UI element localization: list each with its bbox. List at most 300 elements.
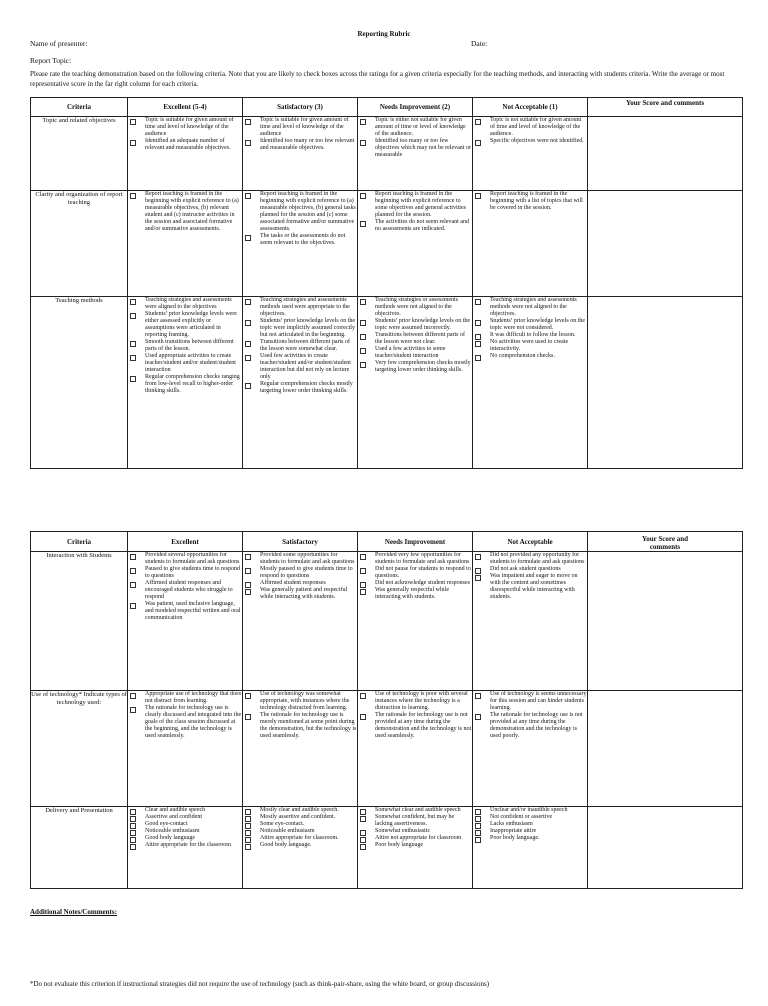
checkbox[interactable] bbox=[245, 140, 251, 146]
rubric-option bbox=[243, 842, 357, 849]
checkbox[interactable] bbox=[245, 589, 251, 595]
option-text: Teaching strategies and assessments methods were not aligned to the objectives. bbox=[490, 297, 577, 317]
rubric-option bbox=[243, 587, 357, 601]
option-text: Not confident or assertive bbox=[490, 814, 553, 820]
option-text: Report teaching is framed in the beginning with explicit reference to some objectives and general activities planned for the session. bbox=[375, 191, 466, 218]
option-text: Unclear and/or inaudible speech bbox=[490, 807, 568, 813]
rubric-option bbox=[358, 691, 472, 712]
checkbox[interactable] bbox=[475, 140, 481, 146]
checkbox[interactable] bbox=[130, 376, 136, 382]
checkbox[interactable] bbox=[360, 320, 366, 326]
checkbox[interactable] bbox=[245, 693, 251, 699]
rubric-option bbox=[243, 297, 357, 318]
option-text: Somewhat enthusiastic bbox=[375, 828, 431, 834]
option-text: Poor body language bbox=[375, 842, 423, 848]
rubric-option bbox=[243, 712, 357, 740]
rubric-option bbox=[243, 552, 357, 566]
option-text: Noticeable enthusiasm bbox=[260, 828, 315, 834]
rubric-option bbox=[358, 332, 472, 346]
checkbox-list bbox=[243, 117, 357, 152]
checkbox[interactable] bbox=[360, 221, 366, 227]
option-text: Did not ask student questions bbox=[490, 566, 561, 572]
presenter-name-label: Name of presenter: bbox=[30, 39, 88, 48]
rubric-option bbox=[243, 117, 357, 138]
rubric-option bbox=[358, 360, 472, 374]
checkbox-list bbox=[358, 297, 472, 374]
rubric-option bbox=[243, 835, 357, 842]
checkbox[interactable] bbox=[475, 837, 481, 843]
checkbox[interactable] bbox=[245, 714, 251, 720]
checkbox-list bbox=[473, 807, 587, 842]
rubric-option bbox=[243, 580, 357, 587]
rubric-option bbox=[128, 705, 242, 740]
rubric-option bbox=[128, 807, 242, 814]
rating-cell bbox=[473, 807, 588, 889]
option-text: Attire appropriate for the classroom bbox=[145, 842, 231, 848]
rubric-option bbox=[473, 566, 587, 573]
option-text: The rationale for technology use is not provided at any time during the demonstration and the technology is used poorly. bbox=[490, 712, 583, 739]
checkbox[interactable] bbox=[130, 313, 136, 319]
checkbox-list bbox=[473, 691, 587, 740]
page-title: Reporting Rubric bbox=[357, 30, 411, 38]
option-text: It was difficult to follow the lesson. bbox=[490, 332, 576, 338]
option-text: Identified too many or too few relevant and measurable objectives. bbox=[260, 138, 355, 151]
rubric-table-2 bbox=[30, 531, 743, 889]
rubric-option bbox=[243, 318, 357, 339]
rubric-row bbox=[31, 117, 743, 191]
header-satisfactory: Satisfactory (3) bbox=[243, 98, 358, 117]
criteria-label: Delivery and Presentation bbox=[31, 807, 128, 889]
option-text: The rationale for technology use is clearly discussed and integrated into the goals of the class session discussed at the beginning, and the technology is used seamlessly. bbox=[145, 705, 242, 739]
option-text: Report teaching is framed in the beginning with explicit reference to (a) measurable objectives, (b) general tasks planned for the session and (c) some associated formative and/or summative assessments. bbox=[260, 191, 356, 232]
option-text: Transitions between different parts of the lesson were somewhat clear. bbox=[260, 339, 350, 352]
rubric-option bbox=[243, 807, 357, 814]
header-criteria: Criteria bbox=[31, 98, 128, 117]
checkbox[interactable] bbox=[475, 320, 481, 326]
option-text: Students’ prior knowledge levels on the topic were not considered. bbox=[490, 318, 586, 331]
option-text: Provided several opportunities for students to formulate and ask questions bbox=[145, 552, 240, 565]
option-text: Good body language bbox=[145, 835, 195, 841]
option-text: Students’ prior knowledge levels on the topic were implicitly assumed correctly but not articulated in the beginning. bbox=[260, 318, 356, 338]
checkbox[interactable] bbox=[475, 119, 481, 125]
rubric-option bbox=[128, 566, 242, 580]
rubric-option bbox=[243, 566, 357, 580]
header-excellent: Excellent bbox=[128, 532, 243, 552]
score-comment-field[interactable] bbox=[588, 807, 743, 889]
rubric-option bbox=[473, 332, 587, 339]
rubric-option bbox=[358, 138, 472, 159]
option-text: The rationale for technology use is not provided at any time during the demonstration and the technology is not used seamlessly. bbox=[375, 712, 472, 739]
checkbox-list bbox=[128, 552, 242, 622]
rating-cell bbox=[243, 191, 358, 297]
rubric-row bbox=[31, 191, 743, 297]
rubric-option bbox=[473, 353, 587, 360]
checkbox[interactable] bbox=[360, 119, 366, 125]
rating-cell bbox=[128, 552, 243, 691]
checkbox[interactable] bbox=[130, 844, 136, 850]
option-text: Use of technology is seems unnecessary for this session and can hinder students learning. bbox=[490, 691, 587, 711]
option-text: Students’ prior knowledge levels on the topic were assumed incorrectly. bbox=[375, 318, 471, 331]
checkbox-list bbox=[128, 691, 242, 740]
checkbox-list bbox=[128, 117, 242, 152]
checkbox[interactable] bbox=[360, 844, 366, 850]
option-text: Used appropriate activities to create teacher/student and/or student/student interaction bbox=[145, 353, 236, 373]
rating-cell bbox=[473, 191, 588, 297]
rubric-row bbox=[31, 807, 743, 889]
rubric-option bbox=[128, 821, 242, 828]
rubric-option bbox=[128, 339, 242, 353]
rubric-option bbox=[358, 807, 472, 814]
checkbox[interactable] bbox=[245, 568, 251, 574]
additional-notes-label: Additional Notes/Comments: bbox=[30, 908, 117, 916]
checkbox[interactable] bbox=[360, 193, 366, 199]
option-text: Affirmed student responses and encouraged students who struggle to respond bbox=[145, 580, 233, 600]
rubric-row bbox=[31, 691, 743, 807]
rating-cell bbox=[358, 552, 473, 691]
checkbox[interactable] bbox=[245, 119, 251, 125]
option-text: Good body language. bbox=[260, 842, 312, 848]
rating-cell bbox=[473, 297, 588, 469]
option-text: Smooth transitions between different parts of the lesson. bbox=[145, 339, 234, 352]
header-satisfactory: Satisfactory bbox=[243, 532, 358, 552]
checkbox-list bbox=[128, 297, 242, 395]
score-comment-field[interactable] bbox=[588, 691, 743, 807]
rating-cell bbox=[358, 691, 473, 807]
rubric-option bbox=[243, 353, 357, 381]
rating-cell bbox=[128, 117, 243, 191]
checkbox[interactable] bbox=[475, 554, 481, 560]
checkbox[interactable] bbox=[360, 589, 366, 595]
header-score-comments: Your Score and comments bbox=[588, 532, 743, 552]
checkbox[interactable] bbox=[130, 603, 136, 609]
checkbox[interactable] bbox=[475, 355, 481, 361]
option-text: Identified too many or too few objectives which may not be relevant or measurable bbox=[375, 138, 471, 158]
option-text: Specific objectives were not identified. bbox=[490, 138, 584, 144]
rubric-option bbox=[243, 814, 357, 821]
rating-cell bbox=[128, 807, 243, 889]
criteria-label: Clarity and organization of report teaching bbox=[31, 191, 128, 297]
option-text: Mostly paused to give students time to respond to questions bbox=[260, 566, 353, 579]
option-text: Was impatient and eager to move on with the content and sometimes disrespectful while interacting with students. bbox=[490, 573, 578, 600]
option-text: No comprehension checks. bbox=[490, 353, 555, 359]
checkbox[interactable] bbox=[245, 383, 251, 389]
option-text: Was patient, used inclusive language, and modeled respectful written and oral communication bbox=[145, 601, 241, 621]
rubric-option bbox=[128, 353, 242, 374]
rubric-option bbox=[473, 297, 587, 318]
checkbox[interactable] bbox=[130, 554, 136, 560]
option-text: Assertive and confident bbox=[145, 814, 202, 820]
option-text: Did not acknowledge student responses bbox=[375, 580, 470, 586]
option-text: Regular comprehension checks mostly targeting lower order thinking skills. bbox=[260, 381, 353, 394]
rubric-option bbox=[473, 691, 587, 712]
rubric-option bbox=[358, 566, 472, 580]
checkbox[interactable] bbox=[360, 299, 366, 305]
option-text: Paused to give students time to respond to questions bbox=[145, 566, 240, 579]
option-text: Used few activities to create teacher/student and/or student/student interaction but did not rely on lecture only bbox=[260, 353, 351, 380]
checkbox-list bbox=[473, 191, 587, 212]
checkbox[interactable] bbox=[130, 119, 136, 125]
rubric-option bbox=[473, 117, 587, 138]
checkbox-list bbox=[128, 807, 242, 849]
rubric-option bbox=[358, 552, 472, 566]
rubric-option bbox=[358, 297, 472, 318]
option-text: Identified an adequate number of relevant and measurable objectives. bbox=[145, 138, 231, 151]
criteria-label: Use of technology* Indicate types of technology used: bbox=[31, 691, 128, 807]
option-text: Mostly assertive and confident. bbox=[260, 814, 336, 820]
checkbox-list bbox=[243, 297, 357, 395]
rubric-option bbox=[128, 691, 242, 705]
rubric-option bbox=[243, 339, 357, 353]
option-text: Mostly clear and audible speech. bbox=[260, 807, 339, 813]
rubric-option bbox=[243, 381, 357, 395]
rubric-option bbox=[243, 233, 357, 247]
header-needs-improvement: Needs Improvement (2) bbox=[358, 98, 473, 117]
rubric-option bbox=[243, 828, 357, 835]
header-needs-improvement: Needs Improvement bbox=[358, 532, 473, 552]
checkbox[interactable] bbox=[475, 341, 481, 347]
date-label: Date: bbox=[471, 39, 488, 48]
score-comment-field[interactable] bbox=[588, 552, 743, 691]
option-text: Provided very few opportunities for students to formulate and ask questions bbox=[375, 552, 470, 565]
option-text: Provided some opportunities for students to formulate and ask questions bbox=[260, 552, 355, 565]
header-not-acceptable: Not Acceptable bbox=[473, 532, 588, 552]
footnote: *Do not evaluate this criterion if instructional strategies did not require the use of technology (such as think-pair-share, using the white board, or group discussions) bbox=[30, 980, 490, 988]
checkbox[interactable] bbox=[360, 554, 366, 560]
rubric-option bbox=[358, 587, 472, 601]
rating-cell bbox=[128, 297, 243, 469]
rubric-option bbox=[358, 712, 472, 740]
checkbox-list bbox=[473, 297, 587, 360]
header-excellent: Excellent (5-4) bbox=[128, 98, 243, 117]
option-text: Some eye-contact. bbox=[260, 821, 305, 827]
rubric-option bbox=[473, 821, 587, 828]
rubric-option bbox=[128, 297, 242, 311]
rubric-option bbox=[473, 835, 587, 842]
rubric-option bbox=[128, 191, 242, 233]
option-text: Poor body language. bbox=[490, 835, 540, 841]
rating-cell bbox=[128, 691, 243, 807]
checkbox-list bbox=[243, 191, 357, 247]
option-text: Did not pause for students to respond to questions. bbox=[375, 566, 471, 579]
checkbox[interactable] bbox=[130, 193, 136, 199]
checkbox-list bbox=[358, 117, 472, 159]
option-text: Clear and audible speech bbox=[145, 807, 206, 813]
instructions: Please rate the teaching demonstration based on the following criteria. Note that you are likely to check boxes across the ratings for a given criteria especially for the teaching methods, and interacting with students criteria. Write the average or most representative score in the far right column for each criteria. bbox=[30, 70, 725, 88]
option-text: Topic is suitable for given amount of time and level of knowledge of the audience bbox=[260, 117, 349, 137]
option-text: Teaching strategies or assessments methods were not aligned to the objectives. bbox=[375, 297, 459, 317]
checkbox-list bbox=[358, 191, 472, 233]
checkbox[interactable] bbox=[130, 693, 136, 699]
rating-cell bbox=[358, 117, 473, 191]
rubric-option bbox=[473, 807, 587, 814]
rubric-option bbox=[473, 318, 587, 332]
option-text: Was generally patient and respectful while interacting with students. bbox=[260, 587, 348, 600]
option-text: Teaching strategies and assessments methods used were appropriate to the objectives. bbox=[260, 297, 350, 317]
checkbox[interactable] bbox=[130, 582, 136, 588]
option-text: Lacks enthusiasm bbox=[490, 821, 533, 827]
option-text: Topic is not suitable for given amount of time and level of knowledge of the audience. bbox=[490, 117, 582, 137]
rubric-option bbox=[128, 828, 242, 835]
rubric-option bbox=[358, 835, 472, 842]
checkbox[interactable] bbox=[475, 693, 481, 699]
header-score-comments: Your Score and comments bbox=[588, 98, 743, 117]
rubric-option bbox=[243, 821, 357, 828]
rubric-option bbox=[128, 835, 242, 842]
checkbox[interactable] bbox=[130, 140, 136, 146]
rating-cell bbox=[128, 191, 243, 297]
option-text: Did not provided any opportunity for students to formulate and ask questions bbox=[490, 552, 585, 565]
checkbox-list bbox=[243, 691, 357, 740]
rubric-option bbox=[473, 814, 587, 821]
checkbox-list bbox=[128, 191, 242, 233]
checkbox-list bbox=[243, 807, 357, 849]
checkbox-list bbox=[473, 552, 587, 601]
option-text: Use of technology is poor with several instances where the technology is a distraction to learning. bbox=[375, 691, 468, 711]
rubric-option bbox=[128, 374, 242, 395]
checkbox[interactable] bbox=[360, 714, 366, 720]
score-comment-field[interactable] bbox=[588, 297, 743, 469]
rating-cell bbox=[473, 117, 588, 191]
header-criteria: Criteria bbox=[31, 532, 128, 552]
checkbox[interactable] bbox=[360, 362, 366, 368]
checkbox[interactable] bbox=[475, 714, 481, 720]
checkbox[interactable] bbox=[360, 334, 366, 340]
checkbox[interactable] bbox=[245, 341, 251, 347]
score-comment-field[interactable] bbox=[588, 191, 743, 297]
option-text: Appropriate use of technology that does not distract from learning. bbox=[145, 691, 242, 704]
rubric-option bbox=[243, 138, 357, 152]
criteria-label: Teaching methods bbox=[31, 297, 128, 469]
option-text: Use of technology was somewhat appropriate, with instances where the technology distracted from learning. bbox=[260, 691, 350, 711]
checkbox[interactable] bbox=[130, 707, 136, 713]
rating-cell bbox=[358, 807, 473, 889]
header-not-acceptable: Not Acceptable (1) bbox=[473, 98, 588, 117]
checkbox[interactable] bbox=[245, 844, 251, 850]
rubric-option bbox=[473, 138, 587, 145]
rubric-option bbox=[473, 712, 587, 740]
rubric-option bbox=[358, 117, 472, 138]
rubric-option bbox=[358, 580, 472, 587]
rubric-option bbox=[128, 138, 242, 152]
checkbox[interactable] bbox=[245, 235, 251, 241]
checkbox-list bbox=[243, 552, 357, 601]
rubric-option bbox=[128, 552, 242, 566]
checkbox[interactable] bbox=[245, 355, 251, 361]
rubric-option bbox=[243, 191, 357, 233]
checkbox[interactable] bbox=[245, 193, 251, 199]
option-text: Affirmed student responses bbox=[260, 580, 326, 586]
checkbox[interactable] bbox=[360, 568, 366, 574]
checkbox-list bbox=[358, 552, 472, 601]
rubric-table-1 bbox=[30, 97, 743, 469]
checkbox-list bbox=[358, 807, 472, 849]
rating-cell bbox=[358, 191, 473, 297]
checkbox-list bbox=[358, 691, 472, 740]
option-text: Topic is suitable for given amount of time and level of knowledge of the audience bbox=[145, 117, 234, 137]
checkbox[interactable] bbox=[360, 693, 366, 699]
report-topic-label: Report Topic: bbox=[30, 56, 72, 65]
checkbox[interactable] bbox=[475, 575, 481, 581]
checkbox[interactable] bbox=[360, 348, 366, 354]
rubric-option bbox=[473, 552, 587, 566]
rubric-row bbox=[31, 297, 743, 469]
checkbox[interactable] bbox=[475, 299, 481, 305]
rating-cell bbox=[243, 807, 358, 889]
rubric-option bbox=[358, 346, 472, 360]
checkbox[interactable] bbox=[130, 341, 136, 347]
option-text: Inappropriate attire bbox=[490, 828, 537, 834]
option-text: Was generally respectful while interacting with students. bbox=[375, 587, 449, 600]
option-text: Good eye-contact bbox=[145, 821, 188, 827]
checkbox[interactable] bbox=[130, 568, 136, 574]
option-text: Transitions between different parts of the lesson were not clear. bbox=[375, 332, 465, 345]
checkbox[interactable] bbox=[360, 816, 366, 822]
rubric-row bbox=[31, 552, 743, 691]
rubric-option bbox=[128, 842, 242, 849]
rating-cell bbox=[243, 691, 358, 807]
score-comment-field[interactable] bbox=[588, 117, 743, 191]
option-text: Teaching strategies and assessments were aligned to the objectives bbox=[145, 297, 232, 310]
rubric-option bbox=[473, 339, 587, 353]
rating-cell bbox=[473, 552, 588, 691]
option-text: Attire not appropriate for classroom bbox=[375, 835, 462, 841]
rubric-option bbox=[243, 691, 357, 712]
checkbox[interactable] bbox=[245, 320, 251, 326]
option-text: Report teaching is framed in the beginning with a list of topics that will be covered in the session. bbox=[490, 191, 583, 211]
option-text: Students’ prior knowledge levels were either assessed explicitly or assumptions were articulated in reporting framing. bbox=[145, 311, 237, 338]
rubric-option bbox=[473, 573, 587, 601]
rating-cell bbox=[358, 297, 473, 469]
option-text: The rationale for technology use is merely mentioned at some point during the demonstration, but the technology is used seamlessly. bbox=[260, 712, 357, 739]
checkbox-list bbox=[473, 117, 587, 145]
option-text: Noticeable enthusiasm bbox=[145, 828, 200, 834]
checkbox[interactable] bbox=[360, 140, 366, 146]
option-text: Very few comprehension checks mostly targeting lower order thinking skills. bbox=[375, 360, 471, 373]
rubric-option bbox=[473, 828, 587, 835]
option-text: Topic is either not suitable for given amount of time or level of knowledge of the audience. bbox=[375, 117, 466, 137]
rubric-option bbox=[358, 191, 472, 219]
option-text: The tasks or the assessments do not seem relevant to the objectives. bbox=[260, 233, 346, 246]
rating-cell bbox=[243, 297, 358, 469]
criteria-label: Interaction with Students bbox=[31, 552, 128, 691]
rubric-option bbox=[358, 219, 472, 233]
rubric-option bbox=[128, 117, 242, 138]
rubric-option bbox=[358, 318, 472, 332]
rubric-option bbox=[128, 580, 242, 601]
option-text: The activities do not seem relevant and no assessments are indicated. bbox=[375, 219, 469, 232]
checkbox[interactable] bbox=[130, 355, 136, 361]
rating-cell bbox=[243, 117, 358, 191]
option-text: No activities were used to create interactivity. bbox=[490, 339, 569, 352]
rubric-option bbox=[473, 191, 587, 212]
rating-cell bbox=[473, 691, 588, 807]
checkbox[interactable] bbox=[245, 554, 251, 560]
rubric-option bbox=[128, 814, 242, 821]
rubric-option bbox=[358, 842, 472, 849]
rating-cell bbox=[243, 552, 358, 691]
option-text: Attire appropriate for classroom. bbox=[260, 835, 339, 841]
checkbox[interactable] bbox=[130, 299, 136, 305]
rubric-option bbox=[128, 601, 242, 622]
rubric-option bbox=[128, 311, 242, 339]
criteria-label: Topic and related objectives bbox=[31, 117, 128, 191]
option-text: Regular comprehension checks ranging from low-level recall to higher-order thinking skills. bbox=[145, 374, 240, 394]
option-text: Report teaching is framed in the beginning with explicit reference to (a) measurable objectives, (b) relevant student and (c) instructor activities in the session and associated formative and/or summative assessments. bbox=[145, 191, 239, 232]
checkbox[interactable] bbox=[475, 193, 481, 199]
option-text: Somewhat clear and audible speech bbox=[375, 807, 461, 813]
option-text: Somewhat confident, but may be lacking assertiveness. bbox=[375, 814, 455, 827]
checkbox[interactable] bbox=[245, 299, 251, 305]
